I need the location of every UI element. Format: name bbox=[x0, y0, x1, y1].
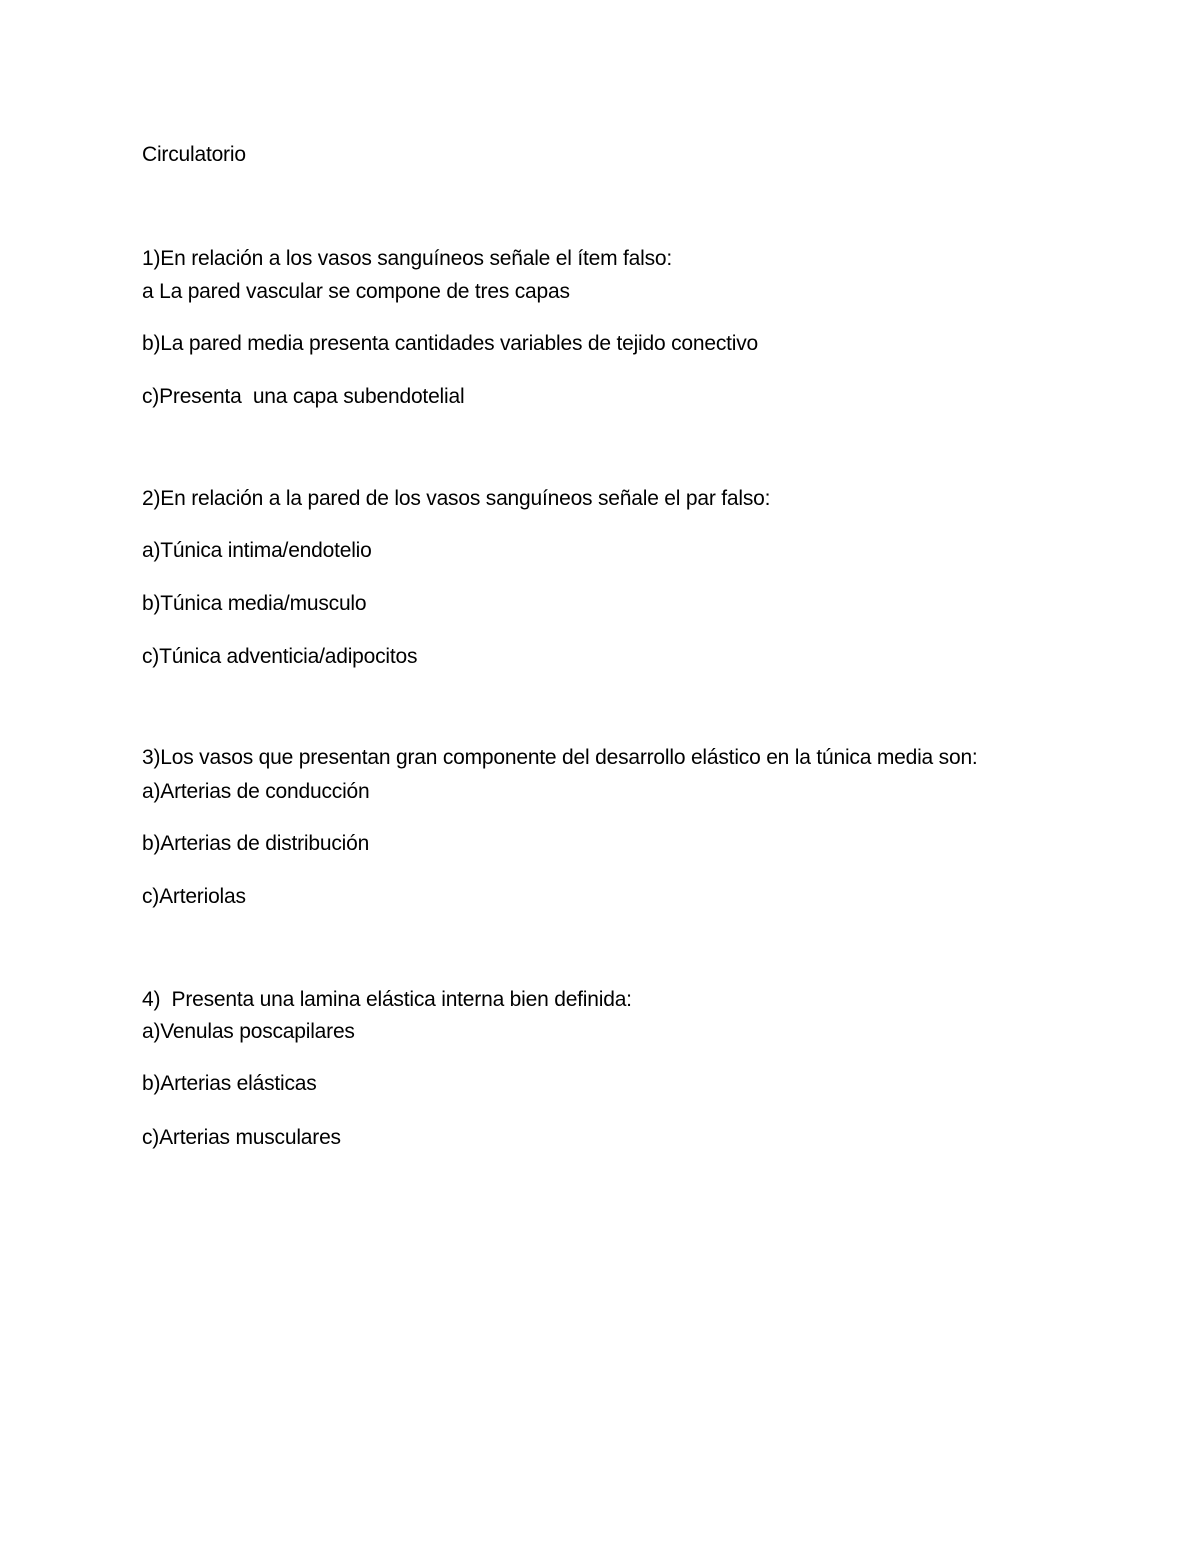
question-2-option-b: b)Túnica media/musculo bbox=[142, 592, 367, 615]
question-4-option-a: a)Venulas poscapilares bbox=[142, 1020, 355, 1043]
question-4-option-b: b)Arterias elásticas bbox=[142, 1072, 317, 1095]
question-2-option-c: c)Túnica adventicia/adipocitos bbox=[142, 645, 418, 668]
question-3-option-a: a)Arterias de conducción bbox=[142, 780, 370, 803]
question-1-prompt: 1)En relación a los vasos sanguíneos señale el ítem falso: bbox=[142, 247, 673, 270]
question-1-option-b: b)La pared media presenta cantidades variables de tejido conectivo bbox=[142, 332, 759, 355]
question-2-prompt: 2)En relación a la pared de los vasos sanguíneos señale el par falso: bbox=[142, 487, 771, 510]
question-1-option-c: c)Presenta una capa subendotelial bbox=[142, 385, 465, 408]
question-2-option-a: a)Túnica intima/endotelio bbox=[142, 539, 372, 562]
question-1-option-a: a La pared vascular se compone de tres capas bbox=[142, 280, 570, 303]
question-3-prompt: 3)Los vasos que presentan gran componente del desarrollo elástico en la túnica media son: bbox=[142, 746, 978, 769]
document-title: Circulatorio bbox=[142, 143, 246, 166]
question-3-option-c: c)Arteriolas bbox=[142, 885, 246, 908]
question-4-prompt: 4) Presenta una lamina elástica interna bien definida: bbox=[142, 988, 632, 1011]
question-4-option-c: c)Arterias musculares bbox=[142, 1126, 341, 1149]
question-3-option-b: b)Arterias de distribución bbox=[142, 832, 370, 855]
